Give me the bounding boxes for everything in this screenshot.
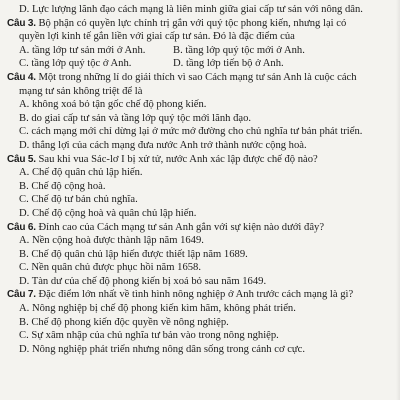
question-7 [7,288,396,356]
option-c: C. Sự xâm nhập của chủ nghĩa tư bản vào trong nông nghiệp. [19,330,279,342]
question-5 [7,153,396,221]
option-d: D. tầng lớp tiến bộ ở Anh. [173,58,284,70]
question-number: Câu 5. [7,153,36,165]
option-c: C. tầng lớp quý tộc ở Anh. [19,58,132,70]
option-prev-d: D. Lực lượng lãnh đạo cách mạng là liên minh giữa giai cấp tư sản với nông dân. [19,4,363,15]
question-number: Câu 6. [7,221,36,233]
page-edge-shadow [396,0,400,400]
question-number: Câu 7. [7,289,36,301]
option-b: B. tầng lớp quý tộc mới ở Anh. [173,44,305,56]
option-b: B. do giai cấp tư sản và tầng lớp quý tộc mới lãnh đạo. [19,112,252,124]
option-b: B. Chế độ phong kiến độc quyền về nông nghiệp. [19,316,229,328]
option-c: C. Chế độ tư bản chủ nghĩa. [19,194,138,206]
question-text: Sau khi vua Sác-lơ I bị xử tử, nước Anh xác lập được chế độ nào? [38,153,318,165]
option-d: D. Chế độ cộng hoà và quân chủ lập hiến. [19,207,197,219]
option-a: A. tầng lớp tư sản mới ở Anh. [19,44,146,56]
option-a: A. không xoá bỏ tận gốc chế độ phong kiến. [19,99,207,111]
question-text: Đặc điểm lớn nhất về tình hình nông nghiệp ở Anh trước cách mạng là gì? [38,289,354,301]
option-a: A. Nền cộng hoà được thành lập năm 1649. [19,235,204,247]
option-c: C. cách mạng mới chỉ dừng lại ở mức mở đường cho chủ nghĩa tư bản phát triển. [19,126,363,138]
question-4 [7,71,396,153]
question-number: Câu 3. [7,17,36,29]
question-text: Bộ phận có quyền lực chính trị gắn với quý tộc phong kiến, nhưng lại có [38,17,347,29]
option-d: D. thắng lợi của cách mạng đưa nước Anh trở thành nước cộng hoà. [19,139,307,151]
question-3 [7,17,396,71]
question-text: Một trong những lí do giải thích vì sao Cách mạng tư sản Anh là cuộc cách [38,71,357,83]
option-b: B. Chế độ quân chủ lập hiến được thiết lập năm 1689. [19,248,248,260]
question-text: Đỉnh cao của Cách mạng tư sản Anh gắn với sự kiện nào dưới đây? [38,221,325,233]
option-b: B. Chế độ cộng hoà. [19,180,106,192]
option-d: D. Tàn dư của chế độ phong kiến bị xoá bỏ sau năm 1649. [19,275,267,287]
question-number: Câu 4. [7,71,36,83]
question-text: mạng tư sản không triệt để là [19,85,143,97]
option-a: A. Nông nghiệp bị chế độ phong kiến kìm hãm, không phát triển. [19,303,296,315]
option-c: C. Nền quân chủ được phục hồi năm 1658. [19,262,201,274]
question-6 [7,221,396,289]
question-text: quyền lợi kinh tế gắn liền với giai cấp tư sản. Đó là đặc điểm của [19,31,295,43]
option-a: A. Chế độ quân chủ lập hiến. [19,167,143,179]
option-d: D. Nông nghiệp phát triển nhưng nông dân sống trong cảnh cơ cực. [19,343,305,355]
